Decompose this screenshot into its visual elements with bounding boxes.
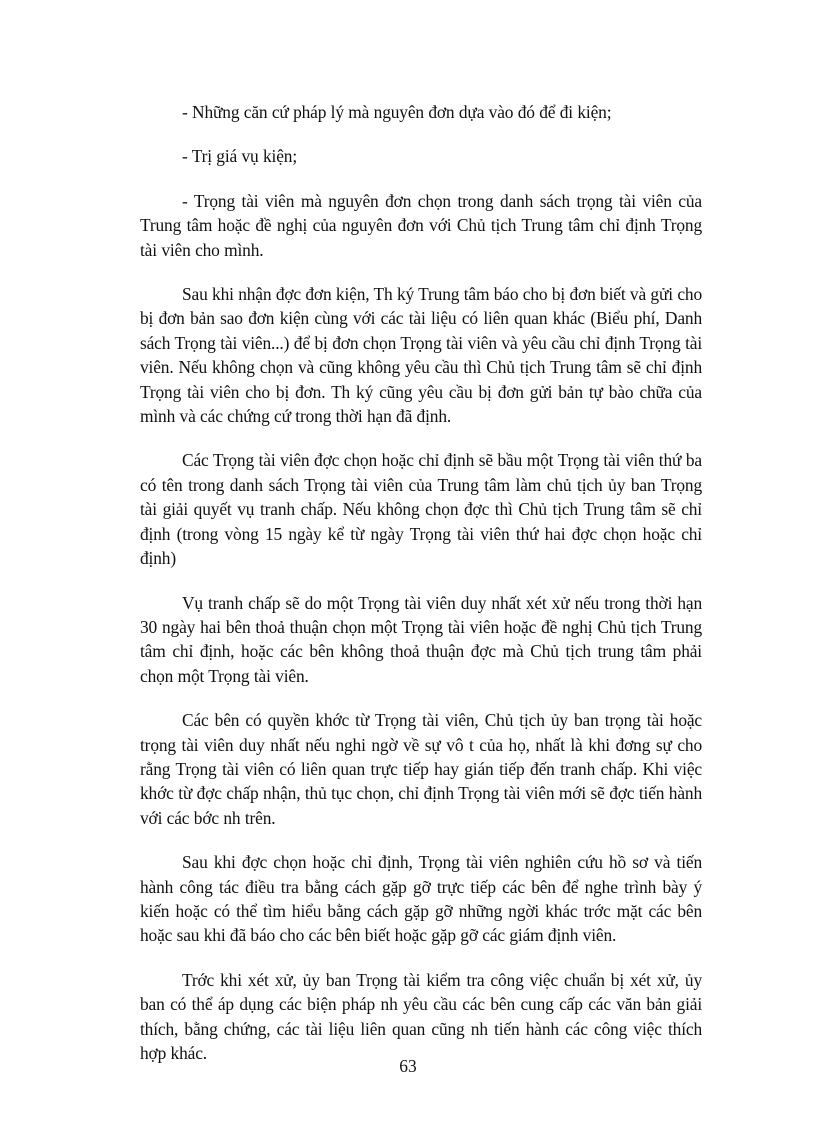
paragraph-legal-basis: - Những căn cứ pháp lý mà nguyên đơn dựa vào đó để đi kiện; [182,102,612,122]
page-number: 63 [399,1056,417,1076]
paragraph-pre-hearing: Trớc khi xét xử, ủy ban Trọng tài kiểm tra công việc chuẩn bị xét xử, ủy ban có thể áp dụng các biện pháp nh yêu cầu các bên cung cấp các văn bản giải thích, bằng chứng, các tài liệu liên quan cũng nh tiến hành các công việc thích hợp khác. [140,969,702,1063]
paragraph-after-receiving-claim: Sau khi nhận đợc đơn kiện, Th ký Trung tâm báo cho bị đơn biết và gửi cho bị đơn bản sao đơn kiện cùng với các tài liệu có liên quan khác (Biểu phí, Danh sách Trọng tài viên...) để bị đơn chọn Trọng tài viên và yêu cầu chỉ định Trọng tài viên. Nếu không chọn và cũng không yêu cầu thì Chủ tịch Trung tâm sẽ chỉ định Trọng tài viên cho bị đơn. Th ký cũng yêu cầu bị đơn gửi bản tự bào chữa của mình và các chứng cứ trong thời hạn đã định. [140,284,702,427]
paragraph-investigation: Sau khi đợc chọn hoặc chỉ định, Trọng tài viên nghiên cứu hồ sơ và tiến hành công tác điều tra bằng cách gặp gỡ trực tiếp các bên để nghe trình bày ý kiến hoặc có thể tìm hiểu bằng cách gặp gỡ những ngời khác trớc mặt các bên hoặc sau khi đã báo cho các bên biết hoặc gặp gỡ các giám định viên. [140,852,702,946]
paragraph-sole-arbitrator: Vụ tranh chấp sẽ do một Trọng tài viên duy nhất xét xử nếu trong thời hạn 30 ngày hai bên thoả thuận chọn một Trọng tài viên hoặc đề nghị Chủ tịch Trung tâm chỉ định, hoặc các bên không thoả thuận đợc mà Chủ tịch trung tâm phải chọn một Trọng tài viên. [140,592,702,686]
paragraph-claim-value: - Trị giá vụ kiện; [182,146,298,167]
paragraph-third-arbitrator: Các Trọng tài viên đợc chọn hoặc chỉ định sẽ bầu một Trọng tài viên thứ ba có tên trong danh sách Trọng tài viên của Trung tâm làm chủ tịch ủy ban Trọng tài giải quyết vụ tranh chấp. Nếu không chọn đợc thì Chủ tịch Trung tâm sẽ chỉ định (trong vòng 15 ngày kể từ ngày Trọng tài viên thứ hai đợc chọn hoặc chỉ định) [140,450,702,569]
document-body [140,100,702,1085]
paragraph-right-to-challenge: Các bên có quyền khớc từ Trọng tài viên, Chủ tịch ủy ban trọng tài hoặc trọng tài viên duy nhất nếu nghi ngờ về sự vô t của họ, nhất là khi đơng sự cho rằng Trọng tài viên có liên quan trực tiếp hay gián tiếp đến tranh chấp. Khi việc khớc từ đợc chấp nhận, thủ tục chọn, chỉ định Trọng tài viên mới sẽ đợc tiến hành với các bớc nh trên. [140,710,702,828]
paragraph-arbitrator-choice: - Trọng tài viên mà nguyên đơn chọn trong danh sách trọng tài viên của Trung tâm hoặc đề nghị của nguyên đơn với Chủ tịch Trung tâm chỉ định Trọng tài viên cho mình. [140,190,702,260]
